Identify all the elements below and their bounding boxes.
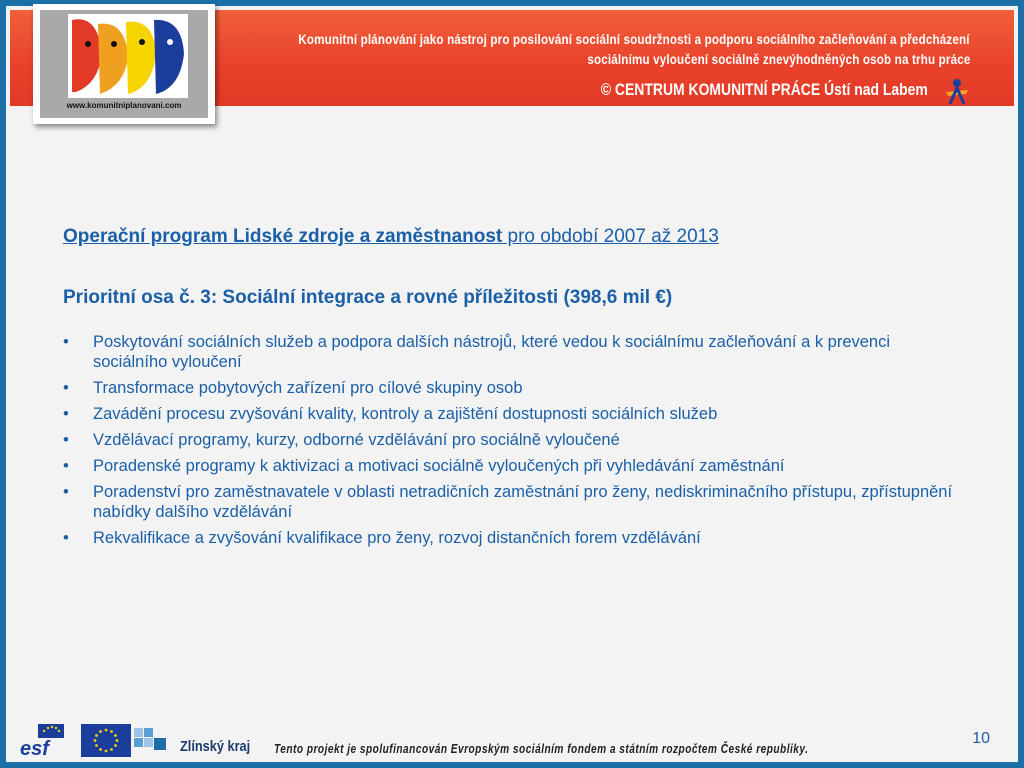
title-bold: Operační program Lidské zdroje a zaměstnanost	[63, 226, 503, 247]
esf-label: esf	[20, 738, 49, 758]
bullet-list	[63, 332, 963, 554]
list-item: • Rekvalifikace a zvyšování kvalifikace pro ženy, rozvoj distančních forem vzdělávání	[63, 528, 963, 548]
community-center-logo-icon	[940, 74, 974, 108]
list-item: • Vzdělávací programy, kurzy, odborné vzdělávání pro sociálně vyloučené	[63, 430, 963, 450]
zlinsky-kraj-emblem-icon	[134, 728, 170, 756]
esf-logo	[18, 722, 70, 758]
faces-logo-icon	[68, 14, 188, 98]
list-item: • Poskytování sociálních služeb a podpora dalších nástrojů, které vedou k sociálnímu začleňování a k prevenci sociálního vyloučení	[63, 332, 963, 372]
page-title	[63, 226, 719, 248]
logo-background	[40, 10, 208, 118]
logo-url-text: www.komunitniplanovani.com	[66, 101, 182, 110]
footer	[10, 716, 1014, 762]
page-number: 10	[972, 730, 990, 747]
eu-flag-icon	[81, 724, 131, 757]
komunitni-planovani-logo	[33, 4, 215, 124]
banner-text-line1: Komunitní plánování jako nástroj pro posilování sociální soudržnosti a podporu sociálního začleňování a předcházení	[298, 32, 970, 47]
list-item: • Transformace pobytových zařízení pro cílové skupiny osob	[63, 378, 963, 398]
list-item: • Poradenství pro zaměstnavatele v oblasti netradičních zaměstnání pro ženy, nediskriminačního přístupu, zpřístupnění nabídky dalšího vzdělávání	[63, 482, 963, 522]
priority-axis-heading: Prioritní osa č. 3: Sociální integrace a rovné příležitosti (398,6 mil €)	[63, 287, 673, 308]
cofinance-text: Tento projekt je spolufinancován Evropským sociálním fondem a státním rozpočtem České republiky.	[274, 741, 809, 756]
list-item: • Zavádění procesu zvyšování kvality, kontroly a zajištění dostupnosti sociálních služeb	[63, 404, 963, 424]
banner-text-line2: sociálnímu vyloučení sociálně znevýhodněných osob na trhu práce	[586, 52, 970, 67]
list-item: • Poradenské programy k aktivizaci a motivaci sociálně vyloučených při vyhledávání zaměstnání	[63, 456, 963, 476]
zlinsky-kraj-label: Zlínský kraj	[180, 738, 251, 755]
title-rest: pro období 2007 až 2013	[502, 226, 719, 247]
copyright-text: © CENTRUM KOMUNITNÍ PRÁCE Ústí nad Labem	[600, 80, 928, 99]
